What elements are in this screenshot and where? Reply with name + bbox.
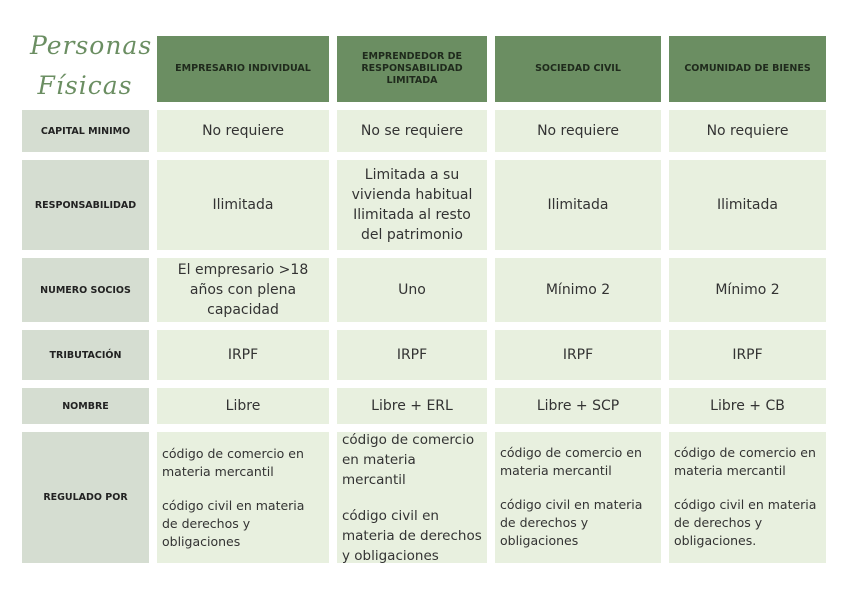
table-cell xyxy=(669,432,826,563)
cell-paragraph: código civil en materia de derechos y obligaciones. xyxy=(674,497,817,548)
cell-paragraph: código de comercio en materia mercantil xyxy=(674,445,816,478)
table-cell: No requiere xyxy=(495,110,661,152)
table-cell xyxy=(337,432,487,563)
cell-line: Ilimitada al resto del patrimonio xyxy=(353,207,471,243)
cell-paragraph: código de comercio en materia mercantil xyxy=(342,431,475,488)
cell-paragraph: código civil en materia de derechos y obligaciones xyxy=(162,497,305,549)
table-cell: Ilimitada xyxy=(495,160,661,250)
table-cell: IRPF xyxy=(157,330,329,380)
table-cell: Libre + CB xyxy=(669,388,826,424)
table-cell: Mínimo 2 xyxy=(495,258,661,322)
table-cell: Libre + SCP xyxy=(495,388,661,424)
table-cell: No requiere xyxy=(157,110,329,152)
table-cell: IRPF xyxy=(495,330,661,380)
table-cell: Libre xyxy=(157,388,329,424)
table-cell: Uno xyxy=(337,258,487,322)
column-header-comunidad-bienes: COMUNIDAD DE BIENES xyxy=(669,36,826,102)
table-cell xyxy=(337,160,487,250)
title-line-1: Personas xyxy=(30,31,153,60)
table-cell: El empresario >18 años con plena capacidad xyxy=(157,258,329,322)
table-cell: Ilimitada xyxy=(157,160,329,250)
column-header-empresario-individual: EMPRESARIO INDIVIDUAL xyxy=(157,36,329,102)
table-cell: IRPF xyxy=(669,330,826,380)
table-cell: IRPF xyxy=(337,330,487,380)
table-cell: Libre + ERL xyxy=(337,388,487,424)
table-cell xyxy=(495,432,661,563)
page-title xyxy=(30,26,153,110)
cell-paragraph: código civil en materia de derechos y obligaciones xyxy=(342,507,482,564)
row-label-responsabilidad: RESPONSABILIDAD xyxy=(22,160,149,250)
column-header-sociedad-civil: SOCIEDAD CIVIL xyxy=(495,36,661,102)
table-cell: No se requiere xyxy=(337,110,487,152)
row-label-capital-minimo: CAPITAL MINIMO xyxy=(22,110,149,152)
cell-paragraph: código de comercio en materia mercantil xyxy=(162,445,304,479)
row-label-numero-socios: NUMERO SOCIOS xyxy=(22,258,149,322)
table-cell: No requiere xyxy=(669,110,826,152)
table-cell: Ilimitada xyxy=(669,160,826,250)
row-label-regulado-por: REGULADO POR xyxy=(22,432,149,563)
cell-line: Limitada a su vivienda habitual xyxy=(351,167,473,203)
title-line-2: Físicas xyxy=(37,71,133,100)
table-cell: Mínimo 2 xyxy=(669,258,826,322)
cell-paragraph: código civil en materia de derechos y obligaciones xyxy=(500,497,643,548)
row-label-tributacion: TRIBUTACIÓN xyxy=(22,330,149,380)
table-cell xyxy=(157,432,329,563)
cell-paragraph: código de comercio en materia mercantil xyxy=(500,445,642,478)
column-header-erl: EMPRENDEDOR DE RESPONSABILIDAD LIMITADA xyxy=(337,36,487,102)
row-label-nombre: NOMBRE xyxy=(22,388,149,424)
